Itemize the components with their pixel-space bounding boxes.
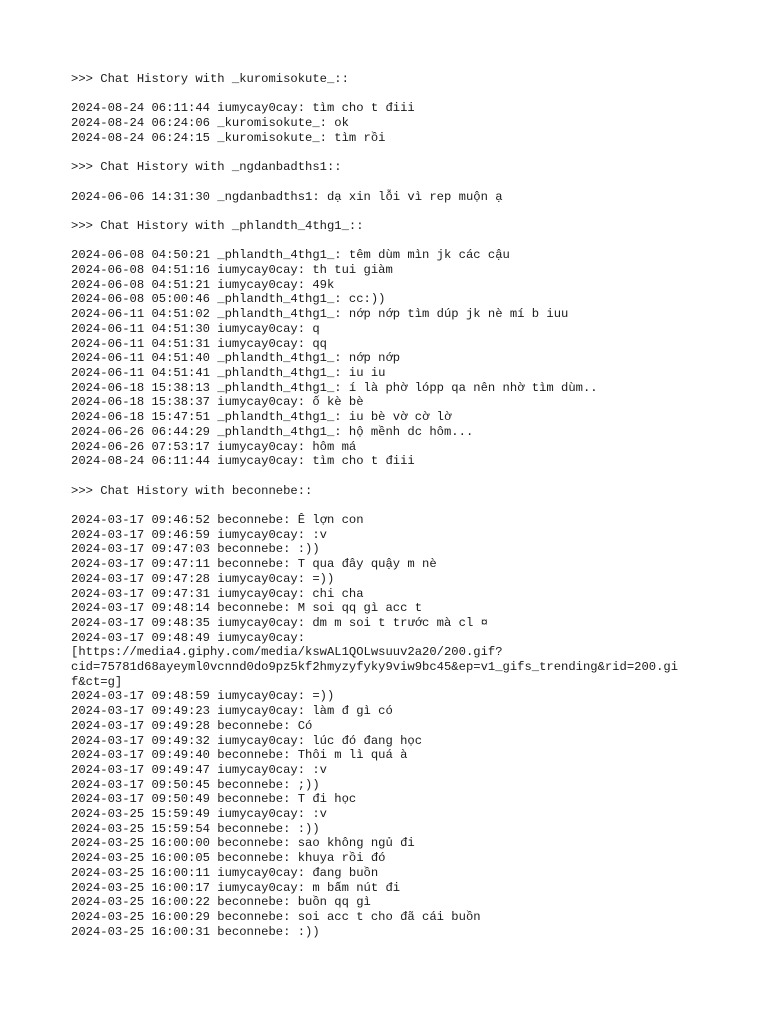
- chat-message: 2024-06-11 04:51:02 _phlandth_4thg1_: nớp nớp tìm dúp jk nè mí b iuu: [71, 307, 569, 322]
- chat-message: 2024-03-25 16:00:17 iumycay0cay: m bấm nút đi: [71, 880, 401, 895]
- chat-message: 2024-03-17 09:49:40 beconnebe: Thôi m lì quá à: [71, 748, 408, 763]
- chat-section-kuromisokute: [71, 72, 711, 146]
- chat-message: 2024-03-17 09:47:03 beconnebe: :)): [71, 542, 320, 557]
- section-header: >>> Chat History with beconnebe::: [71, 483, 313, 498]
- chat-section-phlandth-4thg1: [71, 219, 711, 469]
- chat-message: 2024-03-25 15:59:54 beconnebe: :)): [71, 821, 320, 836]
- chat-message: 2024-06-26 06:44:29 _phlandth_4thg1_: hộ mềnh dc hôm...: [71, 424, 474, 439]
- chat-message: 2024-08-24 06:24:15 _kuromisokute_: tìm rồi: [71, 130, 386, 145]
- chat-message: 2024-03-17 09:49:28 beconnebe: Có: [71, 718, 313, 733]
- chat-message: 2024-08-24 06:11:44 iumycay0cay: tìm cho t điii: [71, 101, 415, 116]
- chat-message: 2024-06-18 15:47:51 _phlandth_4thg1_: iu bè vờ cờ lờ: [71, 410, 452, 425]
- chat-message: 2024-06-18 15:38:13 _phlandth_4thg1_: í là phờ lópp qa nên nhờ tìm dùm..: [71, 380, 598, 395]
- chat-message: 2024-03-17 09:46:59 iumycay0cay: :v: [71, 527, 327, 542]
- chat-message: 2024-03-17 09:47:28 iumycay0cay: =)): [71, 571, 335, 586]
- chat-message: 2024-03-25 16:00:31 beconnebe: :)): [71, 924, 320, 939]
- chat-message: 2024-03-17 09:48:59 iumycay0cay: =)): [71, 689, 335, 704]
- chat-section-ngdanbadths1: [71, 160, 711, 204]
- chat-message: 2024-03-17 09:50:49 beconnebe: T đi học: [71, 792, 357, 807]
- chat-message: 2024-06-11 04:51:30 iumycay0cay: q: [71, 321, 320, 336]
- chat-message: 2024-03-25 16:00:00 beconnebe: sao không ngủ đi: [71, 836, 415, 851]
- chat-message: 2024-06-11 04:51:40 _phlandth_4thg1_: nớp nớp: [71, 351, 401, 366]
- spacer: [71, 469, 711, 484]
- chat-message: 2024-03-17 09:48:35 iumycay0cay: dm m soi t trước mà cl ¤: [71, 615, 488, 630]
- chat-message: 2024-03-17 09:49:32 iumycay0cay: lúc đó đang học: [71, 733, 423, 748]
- chat-message: 2024-03-17 09:47:31 iumycay0cay: chi cha: [71, 586, 364, 601]
- chat-history-document: [71, 72, 711, 939]
- chat-section-beconnebe: [71, 484, 711, 940]
- chat-message: 2024-03-17 09:47:11 beconnebe: T qua đây quậy m nè: [71, 557, 437, 572]
- chat-message: 2024-06-08 04:51:16 iumycay0cay: th tui giàm: [71, 263, 393, 278]
- chat-message-gif-link: 2024-03-17 09:48:49 iumycay0cay: [https://media4.giphy.com/media/kswAL1QOLwsuuv2a20/200.gif? cid=75781d68ayeyml0vcnnd0do9pz5kf2hmyzyfyky9viw9bc45&ep=v1_gifs_trending&rid=200.gi f&ct=g]: [71, 630, 679, 689]
- spacer: [71, 204, 711, 219]
- spacer: [71, 498, 711, 513]
- chat-message: 2024-03-17 09:48:14 beconnebe: M soi qq gì acc t: [71, 601, 423, 616]
- chat-message: 2024-03-25 16:00:05 beconnebe: khuya rồi đó: [71, 851, 386, 866]
- chat-message: 2024-06-08 04:51:21 iumycay0cay: 49k: [71, 277, 335, 292]
- spacer: [71, 87, 711, 102]
- chat-message: 2024-03-17 09:50:45 beconnebe: ;)): [71, 777, 320, 792]
- chat-message: 2024-03-25 15:59:49 iumycay0cay: :v: [71, 807, 327, 822]
- chat-message: 2024-08-24 06:24:06 _kuromisokute_: ok: [71, 116, 349, 131]
- chat-message: 2024-03-17 09:46:52 beconnebe: Ê lợn con: [71, 512, 364, 527]
- chat-message: 2024-06-08 05:00:46 _phlandth_4thg1_: cc:)): [71, 292, 386, 307]
- section-header: >>> Chat History with _ngdanbadths1::: [71, 160, 342, 175]
- chat-message: 2024-06-08 04:50:21 _phlandth_4thg1_: têm dùm mìn jk các cậu: [71, 248, 510, 263]
- chat-message: 2024-03-17 09:49:47 iumycay0cay: :v: [71, 762, 327, 777]
- chat-message: 2024-06-06 14:31:30 _ngdanbadths1: dạ xin lỗi vì rep muộn ạ: [71, 189, 503, 204]
- spacer: [71, 146, 711, 161]
- chat-message: 2024-08-24 06:11:44 iumycay0cay: tìm cho t điii: [71, 454, 415, 469]
- chat-message: 2024-03-17 09:49:23 iumycay0cay: làm đ gì có: [71, 704, 393, 719]
- chat-message: 2024-06-11 04:51:31 iumycay0cay: qq: [71, 336, 327, 351]
- chat-message: 2024-06-11 04:51:41 _phlandth_4thg1_: iu iu: [71, 365, 386, 380]
- chat-message: 2024-06-26 07:53:17 iumycay0cay: hôm má: [71, 439, 357, 454]
- spacer: [71, 234, 711, 249]
- chat-message: 2024-03-25 16:00:22 beconnebe: buồn qq gì: [71, 895, 371, 910]
- section-header: >>> Chat History with _phlandth_4thg1_::: [71, 218, 364, 233]
- chat-message: 2024-03-25 16:00:11 iumycay0cay: đang buồn: [71, 865, 379, 880]
- chat-message: 2024-03-25 16:00:29 beconnebe: soi acc t cho đã cái buồn: [71, 909, 481, 924]
- section-header: >>> Chat History with _kuromisokute_::: [71, 72, 349, 86]
- chat-message: 2024-06-18 15:38:37 iumycay0cay: ố kè bè: [71, 395, 364, 410]
- spacer: [71, 175, 711, 190]
